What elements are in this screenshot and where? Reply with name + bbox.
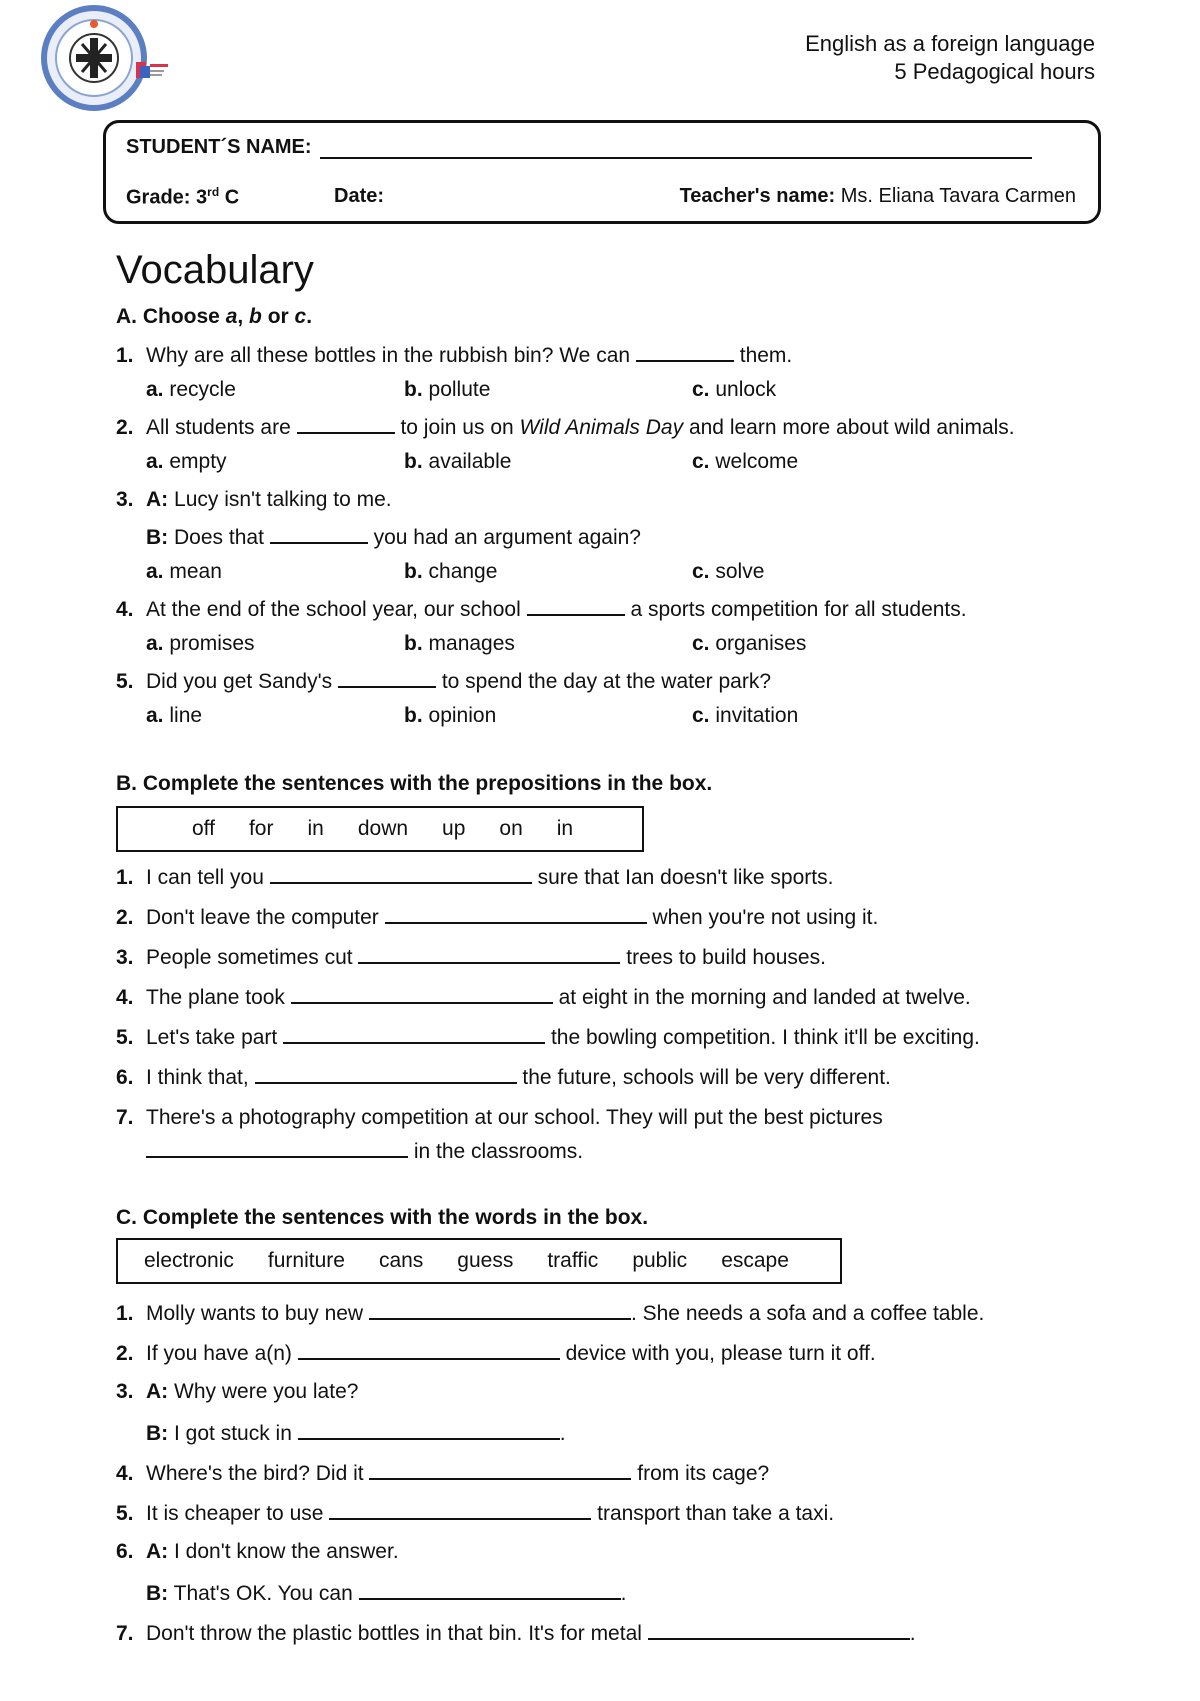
option-text: available <box>428 450 512 473</box>
question-c6-reply <box>146 1580 626 1606</box>
question-b1 <box>116 864 833 890</box>
speaker-a-label: A: <box>146 1540 169 1563</box>
option-a[interactable] <box>146 560 222 584</box>
answer-blank[interactable] <box>298 1420 560 1440</box>
box-word: electronic <box>144 1249 234 1272</box>
option-b[interactable] <box>404 378 490 402</box>
question-c3 <box>116 1380 358 1404</box>
option-text: pollute <box>428 378 491 401</box>
option-c[interactable] <box>692 704 798 728</box>
teacher-info <box>680 185 1076 208</box>
question-text: There's a photography competition at our school. They will put the best pictures <box>146 1106 883 1129</box>
answer-blank[interactable] <box>270 524 368 544</box>
speaker-b-text-end: . <box>620 1582 627 1605</box>
answer-blank[interactable] <box>369 1460 631 1480</box>
option-text: mean <box>169 560 222 583</box>
speaker-b-text-end: you had an argument again? <box>373 526 641 549</box>
question-text-end: sure that Ian doesn't like sports. <box>537 866 834 889</box>
option-text: recycle <box>169 378 236 401</box>
question-number: 2. <box>116 1342 134 1365</box>
answer-blank[interactable] <box>255 1064 517 1084</box>
student-name-label: STUDENT´S NAME: <box>126 136 312 158</box>
event-name: Wild Animals Day <box>519 416 684 439</box>
option-letter: a. <box>146 704 164 727</box>
speaker-a-text: I don't know the answer. <box>174 1540 399 1563</box>
question-text: If you have a(n) <box>146 1342 292 1365</box>
question-number: 5. <box>116 1026 134 1049</box>
option-letter: b. <box>404 378 423 401</box>
question-text: The plane took <box>146 986 285 1009</box>
option-text: change <box>428 560 498 583</box>
question-text: At the end of the school year, our school <box>146 598 521 621</box>
question-text-end: and learn more about wild animals. <box>683 416 1015 439</box>
section-a-sep: , <box>237 305 250 328</box>
option-letter: c. <box>692 450 710 473</box>
option-text: unlock <box>715 378 777 401</box>
option-a[interactable] <box>146 450 227 474</box>
answer-blank[interactable] <box>270 864 532 884</box>
answer-blank[interactable] <box>146 1138 408 1158</box>
question-b6 <box>116 1064 891 1090</box>
question-text-end: in the classrooms. <box>413 1140 584 1163</box>
question-number: 6. <box>116 1540 134 1563</box>
question-b2 <box>116 904 878 930</box>
option-letter: a. <box>146 560 164 583</box>
option-text: invitation <box>715 704 799 727</box>
speaker-b-label: B: <box>146 526 169 549</box>
question-number: 7. <box>116 1622 134 1645</box>
box-word: escape <box>721 1249 789 1272</box>
box-word: up <box>442 817 466 840</box>
question-text-end: trees to build houses. <box>626 946 826 969</box>
speaker-b-label: B: <box>146 1422 169 1445</box>
answer-blank[interactable] <box>358 944 620 964</box>
teacher-name: Ms. Eliana Tavara Carmen <box>840 185 1076 207</box>
question-c7 <box>116 1620 916 1646</box>
answer-blank[interactable] <box>297 414 395 434</box>
question-text: I think that, <box>146 1066 249 1089</box>
question-number: 1. <box>116 866 134 889</box>
question-text-end: the future, schools will be very different. <box>522 1066 891 1089</box>
question-text-end: . <box>909 1622 916 1645</box>
option-b[interactable] <box>404 560 497 584</box>
page-title: Vocabulary <box>116 248 314 292</box>
question-b7-cont <box>146 1138 583 1164</box>
option-c[interactable] <box>692 560 764 584</box>
question-a1 <box>116 342 792 368</box>
question-text: It is cheaper to use <box>146 1502 324 1525</box>
answer-blank[interactable] <box>298 1340 560 1360</box>
option-text: manages <box>428 632 515 655</box>
date-label: Date: <box>334 185 385 207</box>
question-c4 <box>116 1460 769 1486</box>
answer-blank[interactable] <box>291 984 553 1004</box>
question-number: 2. <box>116 906 134 929</box>
question-a3 <box>116 488 392 512</box>
option-letter: b. <box>404 450 423 473</box>
option-letter: c. <box>692 632 710 655</box>
option-text: empty <box>169 450 227 473</box>
question-a2 <box>116 414 1015 440</box>
box-word: cans <box>378 1249 424 1272</box>
question-text-end: to spend the day at the water park? <box>441 670 772 693</box>
option-b[interactable] <box>404 632 515 656</box>
question-c2 <box>116 1340 876 1366</box>
option-text: promises <box>169 632 255 655</box>
question-number: 7. <box>116 1106 134 1129</box>
speaker-a-label: A: <box>146 488 169 511</box>
option-b[interactable] <box>404 450 511 474</box>
grade-suffix: rd <box>207 185 220 199</box>
option-c[interactable] <box>692 632 806 656</box>
grade-class: C <box>224 186 240 209</box>
option-c[interactable] <box>692 450 798 474</box>
student-name-row <box>126 135 1032 159</box>
question-c6 <box>116 1540 399 1564</box>
course-header <box>805 30 1095 86</box>
question-number: 4. <box>116 598 134 621</box>
box-word: furniture <box>267 1249 345 1272</box>
option-text: welcome <box>715 450 799 473</box>
question-b5 <box>116 1024 980 1050</box>
question-number: 1. <box>116 344 134 367</box>
question-number: 6. <box>116 1066 134 1089</box>
speaker-b-text: I got stuck in <box>174 1422 292 1445</box>
option-letter: a. <box>146 632 164 655</box>
section-a-title <box>116 305 312 329</box>
section-a-letter-a: a <box>225 305 238 328</box>
question-c1 <box>116 1300 984 1326</box>
speaker-a-text: Why were you late? <box>174 1380 359 1403</box>
speaker-b-text: That's OK. You can <box>173 1582 353 1605</box>
option-text: solve <box>715 560 765 583</box>
answer-blank[interactable] <box>385 904 647 924</box>
speaker-b-text-end: . <box>559 1422 566 1445</box>
answer-blank[interactable] <box>636 342 734 362</box>
question-b3 <box>116 944 826 970</box>
question-number: 4. <box>116 1462 134 1485</box>
question-b4 <box>116 984 971 1010</box>
question-text-end: transport than take a taxi. <box>597 1502 835 1525</box>
box-word: for <box>248 817 274 840</box>
question-b7 <box>116 1106 883 1130</box>
option-letter: c. <box>692 704 710 727</box>
option-letter: a. <box>146 378 164 401</box>
question-text: All students are <box>146 416 291 439</box>
grade <box>126 185 239 210</box>
student-info-box <box>103 120 1101 224</box>
answer-blank[interactable] <box>527 596 625 616</box>
question-text-end: when you're not using it. <box>652 906 879 929</box>
option-a[interactable] <box>146 378 236 402</box>
student-name-field[interactable] <box>320 135 1032 159</box>
grade-number: 3 <box>196 186 208 209</box>
question-text: Where's the bird? Did it <box>146 1462 364 1485</box>
question-text-end: at eight in the morning and landed at twelve. <box>558 986 971 1009</box>
section-a-letter-b: b <box>249 305 262 328</box>
question-text: Don't throw the plastic bottles in that bin. It's for metal <box>146 1622 642 1645</box>
answer-blank[interactable] <box>329 1500 591 1520</box>
box-word: guess <box>457 1249 514 1272</box>
question-c3-reply <box>146 1420 566 1446</box>
grade-label: Grade: <box>126 186 191 209</box>
school-logo <box>32 4 182 114</box>
box-word: in <box>556 817 574 840</box>
section-a-title-text: A. Choose <box>116 305 226 328</box>
question-text-end: device with you, please turn it off. <box>565 1342 876 1365</box>
answer-blank[interactable] <box>369 1300 631 1320</box>
question-text: Why are all these bottles in the rubbish bin? We can <box>146 344 631 367</box>
question-number: 3. <box>116 1380 134 1403</box>
question-text-end: . She needs a sofa and a coffee table. <box>630 1302 985 1325</box>
answer-blank[interactable] <box>283 1024 545 1044</box>
question-number: 1. <box>116 1302 134 1325</box>
box-word: in <box>307 817 324 840</box>
option-letter: b. <box>404 632 423 655</box>
question-number: 5. <box>116 1502 134 1525</box>
option-letter: b. <box>404 704 423 727</box>
question-text: Don't leave the computer <box>146 906 379 929</box>
speaker-a-label: A: <box>146 1380 169 1403</box>
answer-blank[interactable] <box>338 668 436 688</box>
option-text: opinion <box>428 704 497 727</box>
teacher-label: Teacher's name: <box>679 185 836 207</box>
question-number: 5. <box>116 670 134 693</box>
speaker-a-text: Lucy isn't talking to me. <box>174 488 392 511</box>
question-text: Molly wants to buy new <box>146 1302 364 1325</box>
question-text-mid: to join us on <box>400 416 520 439</box>
course-title: English as a foreign language <box>805 31 1095 56</box>
speaker-b-text: Does that <box>174 526 264 549</box>
option-text: organises <box>715 632 807 655</box>
question-text: I can tell you <box>146 866 264 889</box>
preposition-box <box>116 806 644 852</box>
option-text: line <box>169 704 203 727</box>
section-a-or: or <box>261 305 295 328</box>
option-a[interactable] <box>146 632 255 656</box>
question-text: Let's take part <box>146 1026 278 1049</box>
course-hours: 5 Pedagogical hours <box>894 59 1095 84</box>
question-text-end: a sports competition for all students. <box>630 598 967 621</box>
answer-blank[interactable] <box>648 1620 910 1640</box>
box-word: public <box>632 1249 688 1272</box>
section-b-title: B. Complete the sentences with the prepositions in the box. <box>116 772 713 795</box>
speaker-b-label: B: <box>146 1582 169 1605</box>
question-a5 <box>116 668 771 694</box>
question-text-end: the bowling competition. I think it'll be exciting. <box>550 1026 980 1049</box>
word-box <box>116 1238 842 1284</box>
question-number: 3. <box>116 488 134 511</box>
question-number: 2. <box>116 416 134 439</box>
option-a[interactable] <box>146 704 202 728</box>
box-word: on <box>499 817 523 840</box>
box-word: down <box>357 817 409 840</box>
question-text: People sometimes cut <box>146 946 353 969</box>
option-letter: a. <box>146 450 164 473</box>
question-a3-reply <box>146 524 641 550</box>
option-letter: c. <box>692 378 710 401</box>
question-a4 <box>116 596 967 622</box>
option-c[interactable] <box>692 378 776 402</box>
question-text-end: them. <box>739 344 793 367</box>
section-a-letter-c: c <box>294 305 307 328</box>
question-text-end: from its cage? <box>637 1462 770 1485</box>
question-c5 <box>116 1500 834 1526</box>
question-number: 3. <box>116 946 134 969</box>
answer-blank[interactable] <box>359 1580 621 1600</box>
question-text: Did you get Sandy's <box>146 670 333 693</box>
option-letter: b. <box>404 560 423 583</box>
box-word: off <box>192 817 215 840</box>
option-letter: c. <box>692 560 710 583</box>
section-c-title: C. Complete the sentences with the words in the box. <box>116 1206 649 1229</box>
box-word: traffic <box>547 1249 599 1272</box>
section-a-end: . <box>306 305 313 328</box>
option-b[interactable] <box>404 704 496 728</box>
question-number: 4. <box>116 986 134 1009</box>
